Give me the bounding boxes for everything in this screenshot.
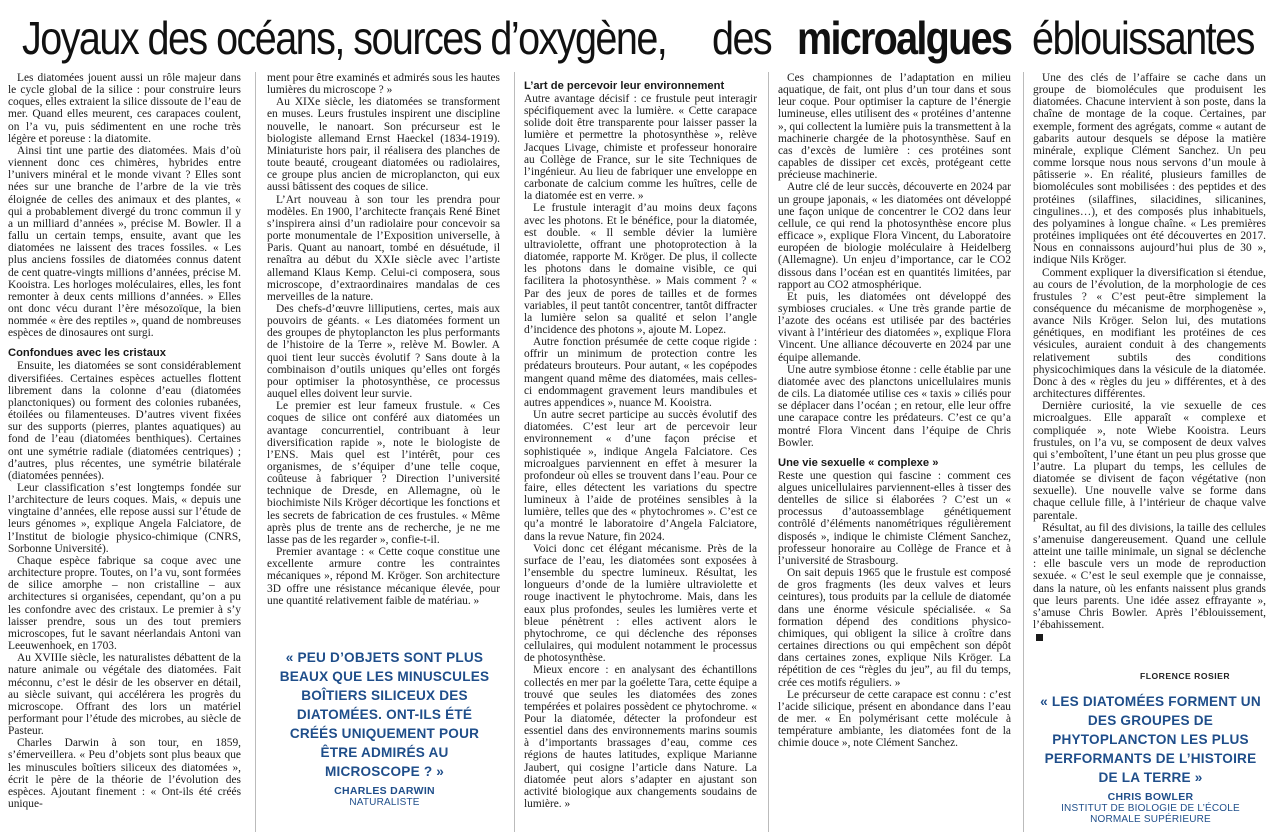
section-heading: L’art de percevoir leur environnement (524, 80, 725, 92)
paragraph: Au XIXe siècle, les diatomées se transforment en muses. Leurs frustules inspirent une discipline nouvelle, le nanoart. Son précurseur est le biologiste allemand Ernst Haeckel (1834-1919). Miniaturiste hors pair, il réalisera des planches de toute beauté, crougeant diatomées ou radiolaires, ce groupe plus ancien de microplancton, qui eux aussi bâtissent des coques de silice. (267, 96, 500, 194)
paragraph: Le frustule interagit d’au moins deux façons avec les photons. Et le bénéfice, pour la diatomée, est double. « Il semble dévier la lumière ultraviolette, offrant une photoprotection à la diatomée, rapporte M. Kröger. De plus, il collecte les photons dans le domaine visible, ce qui facilitera la photosynthèse. » Mais comment ? « Par des jeux de pores de tailles et de formes variables, il peut tantôt concentrer, tantôt diffracter la lumière selon sa qualité et selon l’angle d’incidence des photons », ajoute M. Lopez. (524, 202, 757, 336)
headline-emphasis: microalgues (797, 12, 1012, 64)
paragraph: Autre avantage décisif : ce frustule peut interagir spécifiquement avec la lumière. « Cette carapace solide doit être transparente pour laisser passer la lumière et permettre la photosynthèse », relève Jacques Livage, chimiste et professeur honoraire au Collège de France, sur le site Techniques de l’ingénieur. Au lieu de fabriquer une enveloppe en carbonate de calcium comme les huîtres, celle de la diatomée est en verre. » (524, 93, 757, 203)
paragraph: ment pour être examinés et admirés sous les hautes lumières du microscope ? » (267, 72, 500, 97)
paragraph: Et puis, les diatomées ont développé des symbioses cruciales. « Une très grande partie de l’azote des océans est utilisée par des bactéries vivant à l’intérieur des diatomées », explique Flora Vincent. Une alliance découverte en 2024 par une équipe allemande. (778, 290, 1011, 364)
column-divider (768, 72, 769, 832)
paragraph: Une autre symbiose étonne : celle établie par une diatomée avec des planctons unicellulaires munis de cils. La diatomée utilise ces « taxis » ciliés pour se déplacer dans l’océan ; en retour, elle leur offre une carapace contre les prédateurs. C’est ce qu’a montré Flora Vincent dans l’équipe de Chris Bowler. (778, 363, 1011, 449)
paragraph: Autre fonction présumée de cette coque rigide : offrir un minimum de protection contre les prédateurs brouteurs. Pour autant, « les copépodes mangent quand même des diatomées, mais celles-ci endommagent gravement leurs mandibules et autres appendices », nuance M. Kooistra. (524, 336, 757, 409)
paragraph: Le précurseur de cette carapace est connu : c’est l’acide silicique, présent en abondance dans l’eau de mer. « En polymérisant cette molécule à température ambiante, les diatomées font de la chimie douce », note Clément Sanchez. (778, 688, 1011, 750)
paragraph: Un autre secret participe au succès évolutif des diatomées. C’est leur art de percevoir leur environnement « d’une façon précise et sophistiquée », indique Angela Falciatore. Ces microalgues parviennent en effet à mesurer la profondeur où elles se trouvent dans l’eau. Pour ce faire, elles détectent les variations du spectre lumineux à l’aide de protéines sensibles à la lumière, telles que des « phytochromes ». C’est ce qu’a montré le laboratoire d’Angela Falciatore, dans la revue Nature, fin 2024. (524, 409, 757, 543)
paragraph: Ainsi tint une partie des diatomées. Mais d’où viennent donc ces chimères, hybrides entre l’univers minéral et le monde vivant ? Elles sont nées sur une branche de l’arbre de la vie très éloignée de celles des animaux et des plantes, « qui a probablement divergé du tronc commun il y a un milliard d’années », précise M. Bowler. Il a fallu un certain temps, ensuite, avant que les diatomées ne laissent des traces fossiles. « Les plus anciens fossiles de diatomées connus datent de cent quatre-vingts millions d’années, précise M. Kooistra. Les horloges moléculaires, elles, les font remonter à deux cents millions d’années. » Elles ont donc vécu durant l’ère mésozoïque, la bien nommée « ère des reptiles », quand de nombreuses espèces de dinosaures ont surgi. (8, 144, 241, 340)
section-heading: Confondues avec les cristaux (8, 347, 166, 360)
pull-quote-bowler (1038, 692, 1263, 825)
paragraph: Autre clé de leur succès, découverte en 2024 par un groupe japonais, « les diatomées ont développé une façon unique de concentrer le CO2 dans leur cellule, ce qui rend la photosynthèse encore plus efficace », explique Flora Vincent, du Laboratoire européen de biologie moléculaire à Heidelberg (Allemagne). Un enjeu d’importance, car le CO2 dissous dans l’océan est en quantités limitées, par rapport au CO2 atmosphérique. (778, 181, 1011, 291)
column-divider (1023, 72, 1024, 832)
column-divider (514, 72, 515, 832)
pull-quote-role: NATURALISTE (349, 797, 420, 808)
pull-quote-role: INSTITUT DE BIOLOGIE DE L’ÉCOLE NORMALE SUPÉRIEURE (1061, 803, 1240, 825)
article-column-5 (1033, 72, 1266, 712)
paragraph: Des chefs-d’œuvre lilliputiens, certes, mais aux pouvoirs de géants. « Les diatomées forment un des groupes de phytoplancton les plus performants de l’histoire de la Terre », relève M. Bowler. A quoi tient leur succès évolutif ? Sans doute à la combinaison d’outils uniques qu’elles ont forgés pour optimiser la photosynthèse, ce processus auquel elles doivent leur survie. (267, 302, 500, 401)
article-column-3 (524, 72, 757, 837)
paragraph: Premier avantage : « Cette coque constitue une excellente armure contre les contraintes mécaniques », répond M. Kröger. Son architecture 3D offre une résistance mécanique élevée, pour une quantité relativement faible de matériau. » (267, 546, 500, 607)
paragraph: Le premier est leur fameux frustule. « Ces coques de silice ont conféré aux diatomées un avantage concurrentiel, contribuant à leur diversification rapide », note le biologiste de l’ENS. Mais quel est l’intérêt, pour ces organismes, de s’équiper d’une telle coque, coûteuse à fabriquer ? Direction l’université technique de Dresde, en Allemagne, où le biochimiste Nils Kröger décortique les fonctions et les secrets de fabrication de ces frustules. « Même après plus de trente ans de recherche, je ne me lasse pas de les regarder », confie-t-il. (267, 400, 500, 546)
headline-part-4: éblouissantes (1032, 12, 1254, 64)
pull-quote-author: CHRIS BOWLER (1107, 791, 1194, 803)
paragraph: Mieux encore : en analysant des échantillons collectés en mer par la goélette Tara, cette équipe a trouvé que seules les diatomées des zones tempérées et polaires possèdent ce phytochrome. « Pour la diatomée, détecter la profondeur est essentiel dans des environnements marins soumis à d’importants brassages d’eau, comme ces régions de hautes latitudes, explique Marianne Jaubert, qui cosigne l’article dans Nature. La diatomée peut alors s’adapter en ajustant son activité biologique aux changements soudains de lumière. » (524, 664, 757, 811)
paragraph: Chaque espèce fabrique sa coque avec une architecture propre. Toutes, on l’a vu, sont formées de silice amorphe – non cristalline – aux architectures si organisées, cependant, qu’on a pu les confondre avec des cristaux. Le premier à s’y laisser prendre, sous un des tout premiers microscopes, fut le savant néerlandais Antoni van Leeuwenhoek, en 1703. (8, 554, 241, 653)
paragraph: Leur classification s’est longtemps fondée sur l’architecture de leurs coques. Mais, « depuis une vingtaine d’années, elle repose aussi sur l’étude de leurs génomes », explique Angela Falciatore, de l’Institut de biologie physico-chimique (CNRS, Sorbonne Université). (8, 482, 241, 555)
paragraph: Reste une question qui fascine : comment ces algues unicellulaires parviennent-elles à tisser des dentelles de silice si élaborées ? C’est un « processus d’autoassemblage génétiquement contrôlé d’éléments nanométriques régulièrement disposés », indique le chimiste Clément Sanchez, professeur honoraire au Collège de France et à l’université de Strasbourg. (778, 469, 1011, 567)
paragraph: Les diatomées jouent aussi un rôle majeur dans le cycle global de la silice : pour construire leurs coques, elles extraient la silice dissoute de l’eau de mer. Quand elles meurent, ces carapaces coulent, on l’a vu, puis sédimentent en une roche très légère et poreuse : la diatomite. (8, 72, 241, 145)
paragraph: Charles Darwin à son tour, en 1859, s’émerveillera. « Peu d’objets sont plus beaux que les minuscules boîtiers siliceux des diatomées », écrit le père de la théorie de l’évolution des espèces. Ajoutant finement : « Ont-ils été créés unique- (8, 737, 241, 811)
paragraph: Dernière curiosité, la vie sexuelle de ces microalgues. Elle apparaît « complexe et compliquée », note Wiebe Kooistra. Leurs frustules, on l’a vu, se composent de deux valves qui s’emboîtent, l’une étant un peu plus grosse que l’autre. La plupart du temps, les cellules de diatomée se divisent de façon végétative (non sexuelle). Une nouvelle valve se forme dans chaque cellule fille, à l’intérieur de chaque valve parentale. (1033, 400, 1266, 522)
paragraph: Ensuite, les diatomées se sont considérablement diversifiées. Certaines espèces actuelles flottent librement dans la colonne d’eau (diatomées planctoniques) ou forment des colonies rubanées, étoilées ou filamenteuses. D’autres vivent fixées sur des supports (pierres, plantes aquatiques) au fond de l’eau (diatomées benthiques). Certaines ont une symétrie radiale (diatomées centriques) ; d’autres, plus récentes, une symétrie bilatérale (diatomées pennées). (8, 360, 241, 482)
paragraph: Comment expliquer la diversification si étendue, au cours de l’évolution, de la morphologie de ces frustules ? « C’est peut-être simplement la conséquence du mécanisme de morphogenèse », avance Nils Kröger. Selon lui, des mutations génétiques, en modifiant les protéines de ces vésicules, auraient conduit à des changements relativement subtils des conditions physicochimiques dans la vésicule de la diatomée. Donc à des « règles du jeu » différentes, et à des architectures différentes. (1033, 266, 1266, 401)
paragraph: Voici donc cet élégant mécanisme. Près de la surface de l’eau, les diatomées sont exposées à l’ensemble du spectre lumineux. Résultat, les longueurs d’onde de la lumière ultraviolette et rouge inactivent le phytochrome. Mais, dans les eaux plus profondes, seules les lumières verte et bleue pénètrent : elles activent alors le phytochrome, ce qui déclenche des réponses cellulaires, qui modulent notamment le processus de photosynthèse. (524, 542, 757, 665)
pull-quote-darwin (272, 648, 497, 808)
paragraph: Au XVIIIe siècle, les naturalistes débattent de la nature animale ou végétale des diatomées. Fait méconnu, c’est le désir de les observer en détail, au siècle suivant, qui accélérera les progrès du microscope. Offrant des lors un matériel performant pour l’étude des microbes, au siècle de Pasteur. (8, 652, 241, 738)
headline-part-2: des (712, 12, 772, 64)
article-column-2 (267, 72, 500, 632)
pull-quote-text: « PEU D’OBJETS SONT PLUS BEAUX QUE LES MINUSCULES BOÎTIERS SILICEUX DES DIATOMÉES. ONT-ILS ÉTÉ CRÉÉS UNIQUEMENT POUR ÊTRE ADMIRÉS AU MICROSCOPE ? » (279, 650, 490, 779)
article-column-4 (778, 72, 1011, 807)
column-divider (255, 72, 256, 832)
paragraph: Ces championnes de l’adaptation en milieu aquatique, de fait, ont plus d’un tour dans et sous leur coque. Pour optimiser la capture de l’énergie lumineuse, elles utilisent des « protéines d’antenne », qui collectent la lumière puis la transmettent à la machinerie chargée de la photosynthèse. Sauf en cas d’excès de lumière : ces protéines sont capables de dissiper cet excès, protégeant cette précieuse machinerie. (778, 72, 1011, 182)
section-heading: Une vie sexuelle « complexe » (778, 456, 939, 469)
headline (22, 8, 1262, 68)
paragraph: Résultat, au fil des divisions, la taille des cellules s’amenuise dangereusement. Quand une cellule atteint une taille minimale, un signal se déclenche : elle bascule vers un mode de reproduction sexuée. « C’est le seul exemple que je connaisse, dans la nature, où les enfants naissent plus grands que leurs parents. Une idée assez effrayante », s’amuse Chris Bowler. Après l’éblouissement, l’ébahissement. (1033, 521, 1266, 632)
paragraph: Une des clés de l’affaire se cache dans un groupe de biomolécules que produisent les diatomées. Chacune intervient à son poste, dans la chaîne de montage de la coque. Certaines, par exemple, forment des agrégats, comme « autant de gabarits autour desquels se dépose la matière minérale, explique Clément Sanchez. Un peu comme lorsque nous nous servons d’un moule à pâtisserie ». En réalité, plusieurs familles de biomolécules sont mobilisées : des peptides et des protéines (silaffines, silacidines, silicanines, cingulines…), et des composés plus inhabituels, des polyamines à longue chaîne. « Les premières protéines impliquées ont été découvertes en 2017. Nous en connaissons aujourd’hui plus de 30 », indique Nils Kröger. (1033, 72, 1266, 267)
headline-part-1: Joyaux des océans, sources d’oxygène, (22, 12, 667, 64)
byline: FLORENCE ROSIER (1140, 671, 1231, 681)
pull-quote-text: « LES DIATOMÉES FORMENT UN DES GROUPES DE PHYTOPLANCTON LES PLUS PERFORMANTS DE L’HISTOIRE DE LA TERRE » (1040, 694, 1261, 785)
pull-quote-author: CHARLES DARWIN (334, 785, 435, 797)
article-column-1 (8, 72, 241, 832)
paragraph: L’Art nouveau à son tour les prendra pour modèles. En 1900, l’architecte français René Binet s’inspirera ainsi d’un radiolaire pour concevoir sa porte monumentale de l’Exposition universelle, à Paris. Quant au nanoart, tombé en désuétude, il renaîtra au début du XXIe siècle avec l’artiste allemand Klaus Kemp. Celui-ci composera, sous microscope, d’extraordinaires mandalas de ces merveilles de la nature. (267, 193, 500, 303)
paragraph: On sait depuis 1965 que le frustule est composé de gros fragments (les deux valves et leurs ceintures), tous produits par la cellule de diatomée dans une énorme vésicule spécialisée. « Sa formation dépend des conditions physico-chimiques, qui obligent la silice à croître dans certaines directions ou qui empêchent son dépôt dans certaines zones, explique Nils Kröger. La répétition de ces “règles du jeu”, au fil du temps, crée ces motifs réguliers. » (778, 567, 1011, 689)
end-of-article-mark (1036, 634, 1043, 641)
